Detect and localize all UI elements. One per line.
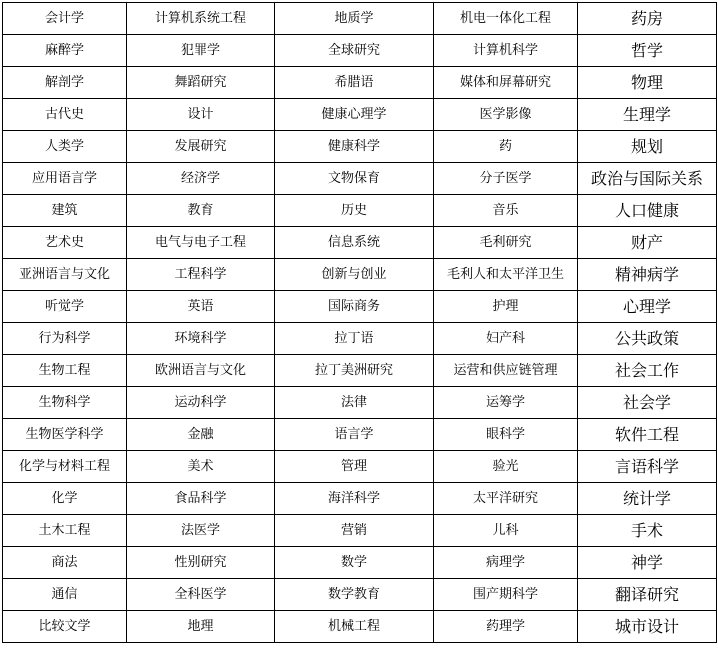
table-cell: 希腊语 (275, 67, 434, 99)
table-cell: 运营和供应链管理 (434, 355, 578, 387)
table-cell: 音乐 (434, 195, 578, 227)
table-cell: 会计学 (3, 3, 127, 35)
table-cell: 病理学 (434, 547, 578, 579)
table-cell: 围产期科学 (434, 579, 578, 611)
table-cell: 翻译研究 (578, 579, 717, 611)
table-cell: 规划 (578, 131, 717, 163)
table-cell: 艺术史 (3, 227, 127, 259)
table-row (3, 451, 717, 483)
table-cell: 食品科学 (127, 483, 275, 515)
table-row (3, 579, 717, 611)
table-cell: 媒体和屏幕研究 (434, 67, 578, 99)
table-cell: 社会工作 (578, 355, 717, 387)
table-cell: 精神病学 (578, 259, 717, 291)
table-cell: 语言学 (275, 419, 434, 451)
table-cell: 比较文学 (3, 611, 127, 643)
table-cell: 毛利研究 (434, 227, 578, 259)
table-cell: 财产 (578, 227, 717, 259)
table-cell: 运筹学 (434, 387, 578, 419)
table-cell: 设计 (127, 99, 275, 131)
table-cell: 化学与材料工程 (3, 451, 127, 483)
table-cell: 英语 (127, 291, 275, 323)
table-cell: 生物科学 (3, 387, 127, 419)
table-cell: 机械工程 (275, 611, 434, 643)
table-row (3, 67, 717, 99)
table-row (3, 163, 717, 195)
table-cell: 人口健康 (578, 195, 717, 227)
table-cell: 社会学 (578, 387, 717, 419)
table-cell: 健康科学 (275, 131, 434, 163)
table-cell: 拉丁美洲研究 (275, 355, 434, 387)
table-cell: 计算机系统工程 (127, 3, 275, 35)
table-cell: 公共政策 (578, 323, 717, 355)
table-cell: 拉丁语 (275, 323, 434, 355)
table-cell: 生物医学科学 (3, 419, 127, 451)
table-cell: 眼科学 (434, 419, 578, 451)
table-row (3, 195, 717, 227)
table-cell: 地理 (127, 611, 275, 643)
table-cell: 解剖学 (3, 67, 127, 99)
table-cell: 工程科学 (127, 259, 275, 291)
table-row (3, 35, 717, 67)
table-cell: 心理学 (578, 291, 717, 323)
table-cell: 机电一体化工程 (434, 3, 578, 35)
table-cell: 土木工程 (3, 515, 127, 547)
table-cell: 分子医学 (434, 163, 578, 195)
table-cell: 文物保育 (275, 163, 434, 195)
table-cell: 金融 (127, 419, 275, 451)
table-cell: 海洋科学 (275, 483, 434, 515)
table-cell: 生物工程 (3, 355, 127, 387)
table-row (3, 355, 717, 387)
table-cell: 信息系统 (275, 227, 434, 259)
table-cell: 通信 (3, 579, 127, 611)
table-cell: 应用语言学 (3, 163, 127, 195)
table-cell: 统计学 (578, 483, 717, 515)
table-cell: 物理 (578, 67, 717, 99)
table-cell: 美术 (127, 451, 275, 483)
table-cell: 古代史 (3, 99, 127, 131)
table-cell: 舞蹈研究 (127, 67, 275, 99)
table-cell: 电气与电子工程 (127, 227, 275, 259)
table-cell: 环境科学 (127, 323, 275, 355)
table-row (3, 291, 717, 323)
table-row (3, 3, 717, 35)
table-cell: 欧洲语言与文化 (127, 355, 275, 387)
table-cell: 神学 (578, 547, 717, 579)
table-cell: 验光 (434, 451, 578, 483)
table-cell: 性别研究 (127, 547, 275, 579)
table-cell: 建筑 (3, 195, 127, 227)
table-row (3, 99, 717, 131)
table-cell: 营销 (275, 515, 434, 547)
table-cell: 药房 (578, 3, 717, 35)
table-cell: 护理 (434, 291, 578, 323)
table-cell: 经济学 (127, 163, 275, 195)
table-cell: 药理学 (434, 611, 578, 643)
table-cell: 发展研究 (127, 131, 275, 163)
table-row (3, 387, 717, 419)
table-cell: 药 (434, 131, 578, 163)
table-cell: 计算机科学 (434, 35, 578, 67)
table-cell: 手术 (578, 515, 717, 547)
table-cell: 法医学 (127, 515, 275, 547)
table-row (3, 515, 717, 547)
table-row (3, 611, 717, 643)
table-cell: 法律 (275, 387, 434, 419)
table-cell: 妇产科 (434, 323, 578, 355)
table-cell: 政治与国际关系 (578, 163, 717, 195)
subjects-table (2, 2, 717, 643)
table-cell: 麻醉学 (3, 35, 127, 67)
table-cell: 毛利人和太平洋卫生 (434, 259, 578, 291)
table-row (3, 131, 717, 163)
table-cell: 全科医学 (127, 579, 275, 611)
table-cell: 亚洲语言与文化 (3, 259, 127, 291)
table-cell: 全球研究 (275, 35, 434, 67)
table-row (3, 259, 717, 291)
table-cell: 人类学 (3, 131, 127, 163)
table-cell: 化学 (3, 483, 127, 515)
table-body (3, 3, 717, 643)
table-cell: 言语科学 (578, 451, 717, 483)
table-cell: 城市设计 (578, 611, 717, 643)
table-row (3, 323, 717, 355)
table-cell: 地质学 (275, 3, 434, 35)
table-cell: 数学 (275, 547, 434, 579)
table-cell: 哲学 (578, 35, 717, 67)
table-cell: 生理学 (578, 99, 717, 131)
table-row (3, 227, 717, 259)
table-cell: 行为科学 (3, 323, 127, 355)
table-cell: 听觉学 (3, 291, 127, 323)
table-cell: 管理 (275, 451, 434, 483)
table-cell: 运动科学 (127, 387, 275, 419)
table-cell: 软件工程 (578, 419, 717, 451)
table-cell: 儿科 (434, 515, 578, 547)
table-cell: 太平洋研究 (434, 483, 578, 515)
table-row (3, 483, 717, 515)
table-cell: 教育 (127, 195, 275, 227)
table-row (3, 547, 717, 579)
table-cell: 健康心理学 (275, 99, 434, 131)
table-cell: 国际商务 (275, 291, 434, 323)
table-cell: 医学影像 (434, 99, 578, 131)
table-cell: 创新与创业 (275, 259, 434, 291)
table-cell: 犯罪学 (127, 35, 275, 67)
table-cell: 历史 (275, 195, 434, 227)
table-row (3, 419, 717, 451)
table-cell: 商法 (3, 547, 127, 579)
table-cell: 数学教育 (275, 579, 434, 611)
